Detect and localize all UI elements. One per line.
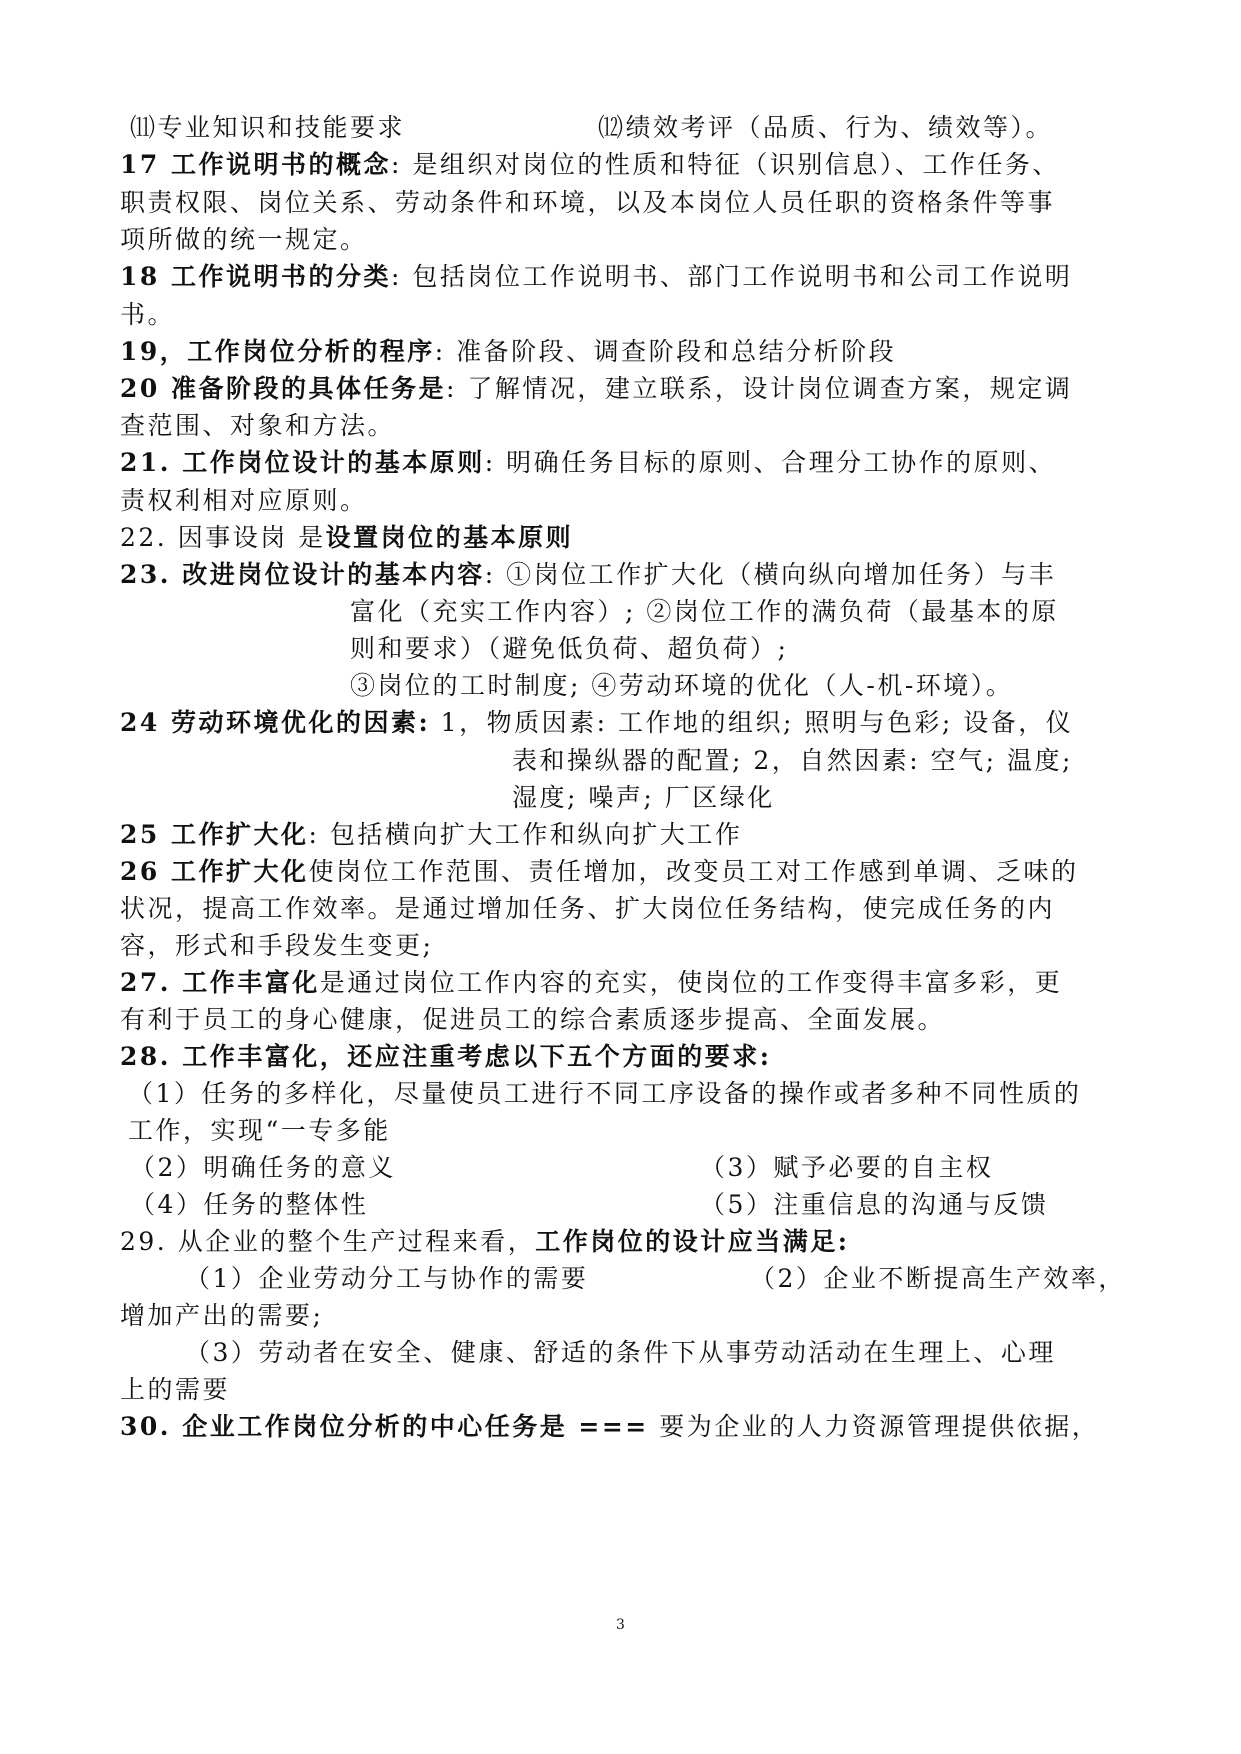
item-18-line-2: 书。 <box>120 300 176 329</box>
item-27-line-2: 有利于员工的身心健康，促进员工的综合素质逐步提高、全面发展。 <box>120 1005 946 1034</box>
item-17-line-3: 项所做的统一规定。 <box>120 225 368 254</box>
item-27: 27. 工作丰富化是通过岗位工作内容的充实，使岗位的工作变得丰富多彩，更 <box>120 968 1063 997</box>
item-26: 26 工作扩大化使岗位工作范围、责任增加，改变员工对工作感到单调、乏味的 <box>120 857 1079 886</box>
item-20-line-2: 查范围、对象和方法。 <box>120 411 396 440</box>
item-26-term: 26 工作扩大化 <box>120 857 309 886</box>
item-22: 22. 因事设岗 是设置岗位的基本原则 <box>120 523 574 552</box>
item-23-line-2: 富化（充实工作内容）; ②岗位工作的满负荷（最基本的原 <box>350 597 1059 626</box>
list-item-12: ⑿绩效考评（品质、行为、绩效等）。 <box>598 113 1054 142</box>
item-21: 21. 工作岗位设计的基本原则: 明确任务目标的原则、合理分工协作的原则、 <box>120 448 1057 477</box>
page-number: 3 <box>616 1617 625 1633</box>
item-23-term: 23. 改进岗位设计的基本内容 <box>120 560 485 589</box>
item-28-line-3: 工作，实现“一专多能 <box>128 1116 391 1145</box>
item-26-line-3: 容，形式和手段发生变更; <box>120 931 434 960</box>
item-19-term: 19，工作岗位分析的程序 <box>120 337 435 366</box>
item-21-term: 21. 工作岗位设计的基本原则 <box>120 448 485 477</box>
item-22-term: 设置岗位的基本原则 <box>325 523 574 552</box>
item-20: 20 准备阶段的具体任务是: 了解情况，建立联系，设计岗位调查方案，规定调 <box>120 374 1073 403</box>
item-30-term: 30. 企业工作岗位分析的中心任务是 === <box>120 1412 649 1441</box>
item-23-line-4: ③岗位的工时制度; ④劳动环境的优化（人-机-环境）。 <box>350 671 1014 700</box>
item-29-term: 工作岗位的设计应当满足: <box>535 1227 850 1256</box>
item-24: 24 劳动环境优化的因素: 1，物质因素: 工作地的组织; 照明与色彩; 设备，仪 <box>120 708 1074 737</box>
item-18: 18 工作说明书的分类: 包括岗位工作说明书、部门工作说明书和公司工作说明 <box>120 262 1073 291</box>
item-17: 17 工作说明书的概念: 是组织对岗位的性质和特征（识别信息）、工作任务、 <box>120 150 1060 179</box>
item-24-term: 24 劳动环境优化的因素: <box>120 708 431 737</box>
item-25: 25 工作扩大化: 包括横向扩大工作和纵向扩大工作 <box>120 820 743 849</box>
item-17-term: 17 工作说明书的概念 <box>120 150 391 179</box>
item-29-sub-3: （3）劳动者在安全、健康、舒适的条件下从事劳动活动在生理上、心理 <box>185 1338 1056 1367</box>
item-30: 30. 企业工作岗位分析的中心任务是 === 要为企业的人力资源管理提供依据， <box>120 1412 1100 1441</box>
item-28: 28. 工作丰富化，还应注重考虑以下五个方面的要求: <box>120 1042 772 1071</box>
item-24-line-3: 湿度; 噪声; 厂区绿化 <box>512 783 775 812</box>
item-28-sub-5: （5）注重信息的沟通与反馈 <box>700 1190 1049 1219</box>
item-23: 23. 改进岗位设计的基本内容: ①岗位工作扩大化（横向纵向增加任务）与丰 <box>120 560 1057 589</box>
item-29-line-5: 上的需要 <box>120 1375 231 1404</box>
item-19: 19，工作岗位分析的程序: 准备阶段、调查阶段和总结分析阶段 <box>120 337 897 366</box>
item-23-line-3: 则和要求）（避免低负荷、超负荷）; <box>350 634 789 663</box>
item-28-sub-4: （4）任务的整体性 <box>130 1190 369 1219</box>
item-24-line-2: 表和操纵器的配置; 2，自然因素: 空气; 温度; <box>512 746 1073 775</box>
item-29: 29. 从企业的整个生产过程来看，工作岗位的设计应当满足: <box>120 1227 850 1256</box>
item-18-term: 18 工作说明书的分类 <box>120 262 391 291</box>
item-17-line-2: 职责权限、岗位关系、劳动条件和环境，以及本岗位人员任职的资格条件等事 <box>120 188 1056 217</box>
item-20-term: 20 准备阶段的具体任务是 <box>120 374 446 403</box>
item-28-sub-2: （2）明确任务的意义 <box>130 1153 396 1182</box>
item-29-line-3: 增加产出的需要; <box>120 1301 324 1330</box>
list-item-11: ⑾专业知识和技能要求 <box>130 113 406 142</box>
item-21-line-2: 责权利相对应原则。 <box>120 486 368 515</box>
item-29-sub-1: （1）企业劳动分工与协作的需要 <box>185 1264 589 1293</box>
item-28-line-2: （1）任务的多样化，尽量使员工进行不同工序设备的操作或者多种不同性质的 <box>128 1079 1082 1108</box>
item-28-sub-3: （3）赋予必要的自主权 <box>700 1153 994 1182</box>
item-27-term: 27. 工作丰富化 <box>120 968 320 997</box>
item-25-term: 25 工作扩大化 <box>120 820 309 849</box>
item-29-sub-2: （2）企业不断提高生产效率， <box>750 1264 1126 1293</box>
item-26-line-2: 状况，提高工作效率。是通过增加任务、扩大岗位任务结构，使完成任务的内 <box>120 894 1056 923</box>
